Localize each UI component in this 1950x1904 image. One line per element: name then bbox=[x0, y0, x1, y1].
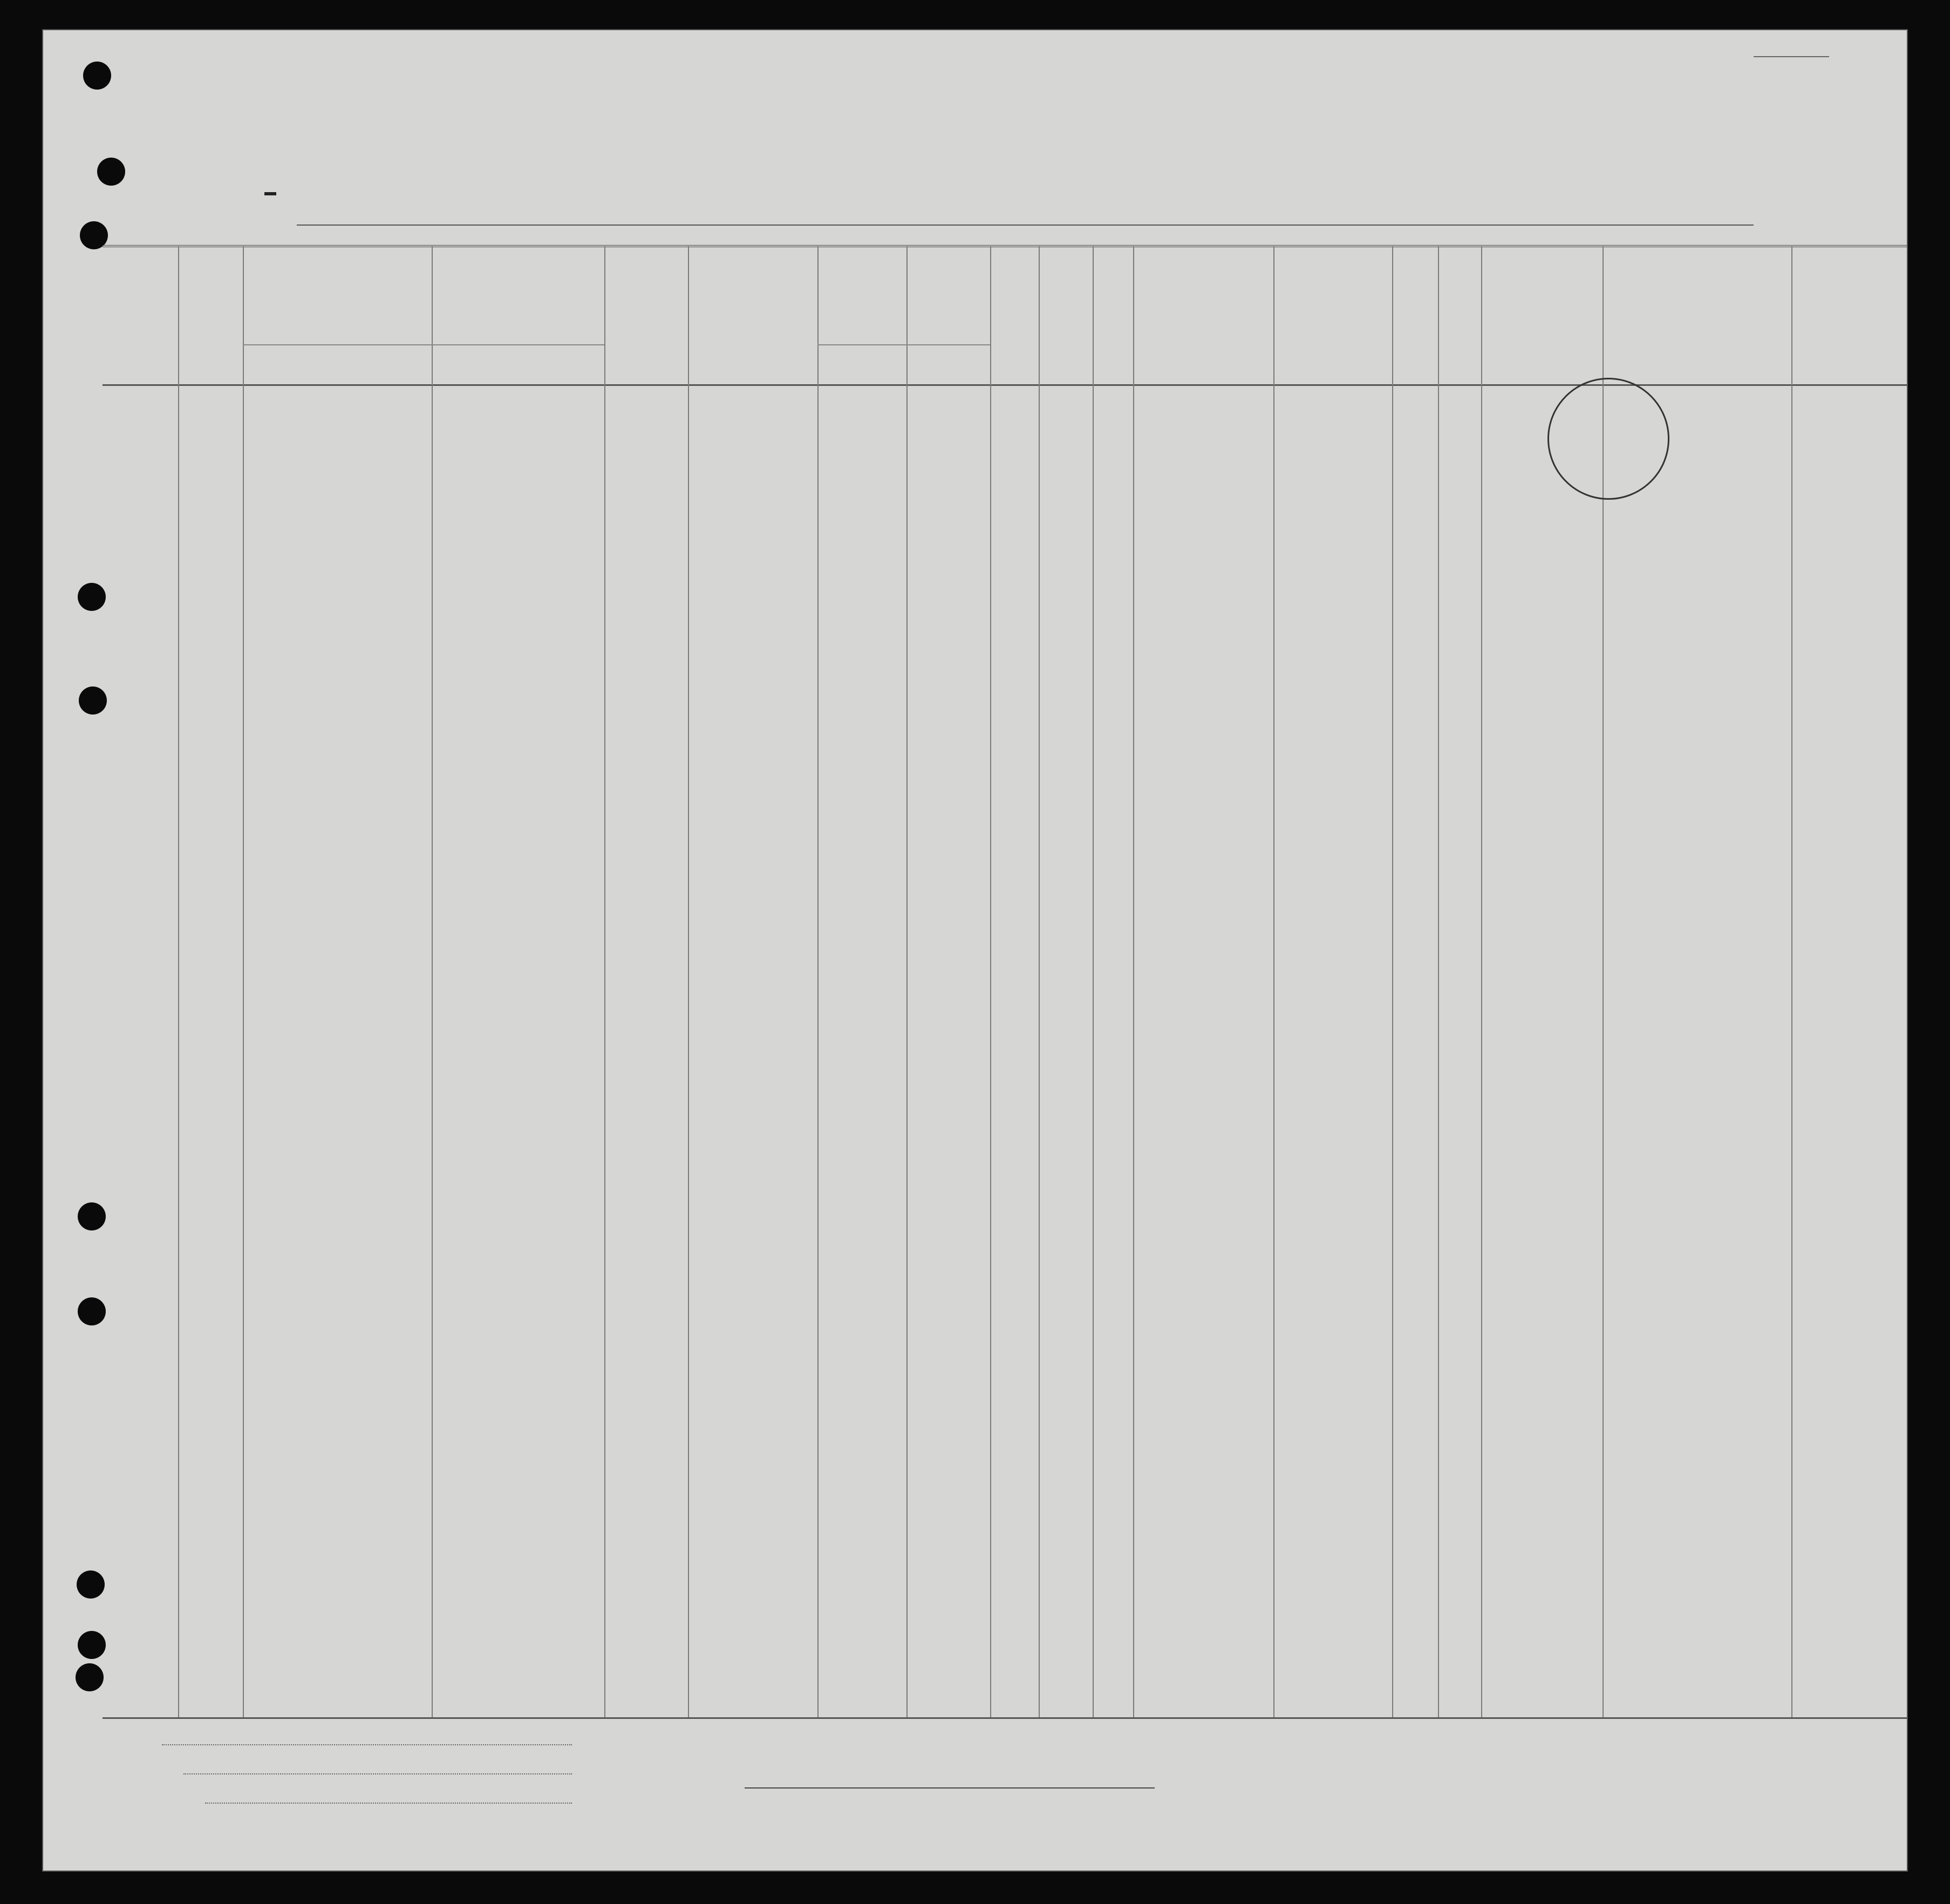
punch-hole bbox=[97, 158, 125, 186]
vessel-name bbox=[264, 192, 276, 195]
punch-hole bbox=[78, 583, 106, 611]
punch-hole bbox=[77, 1570, 105, 1599]
punch-hole bbox=[78, 1631, 106, 1659]
punch-hole bbox=[78, 1202, 106, 1230]
punch-hole bbox=[83, 62, 111, 90]
punch-hole bbox=[76, 1663, 104, 1691]
punch-hole bbox=[78, 1297, 106, 1325]
consulate-stamp bbox=[1547, 378, 1669, 500]
manifest-sheet bbox=[42, 29, 1908, 1872]
